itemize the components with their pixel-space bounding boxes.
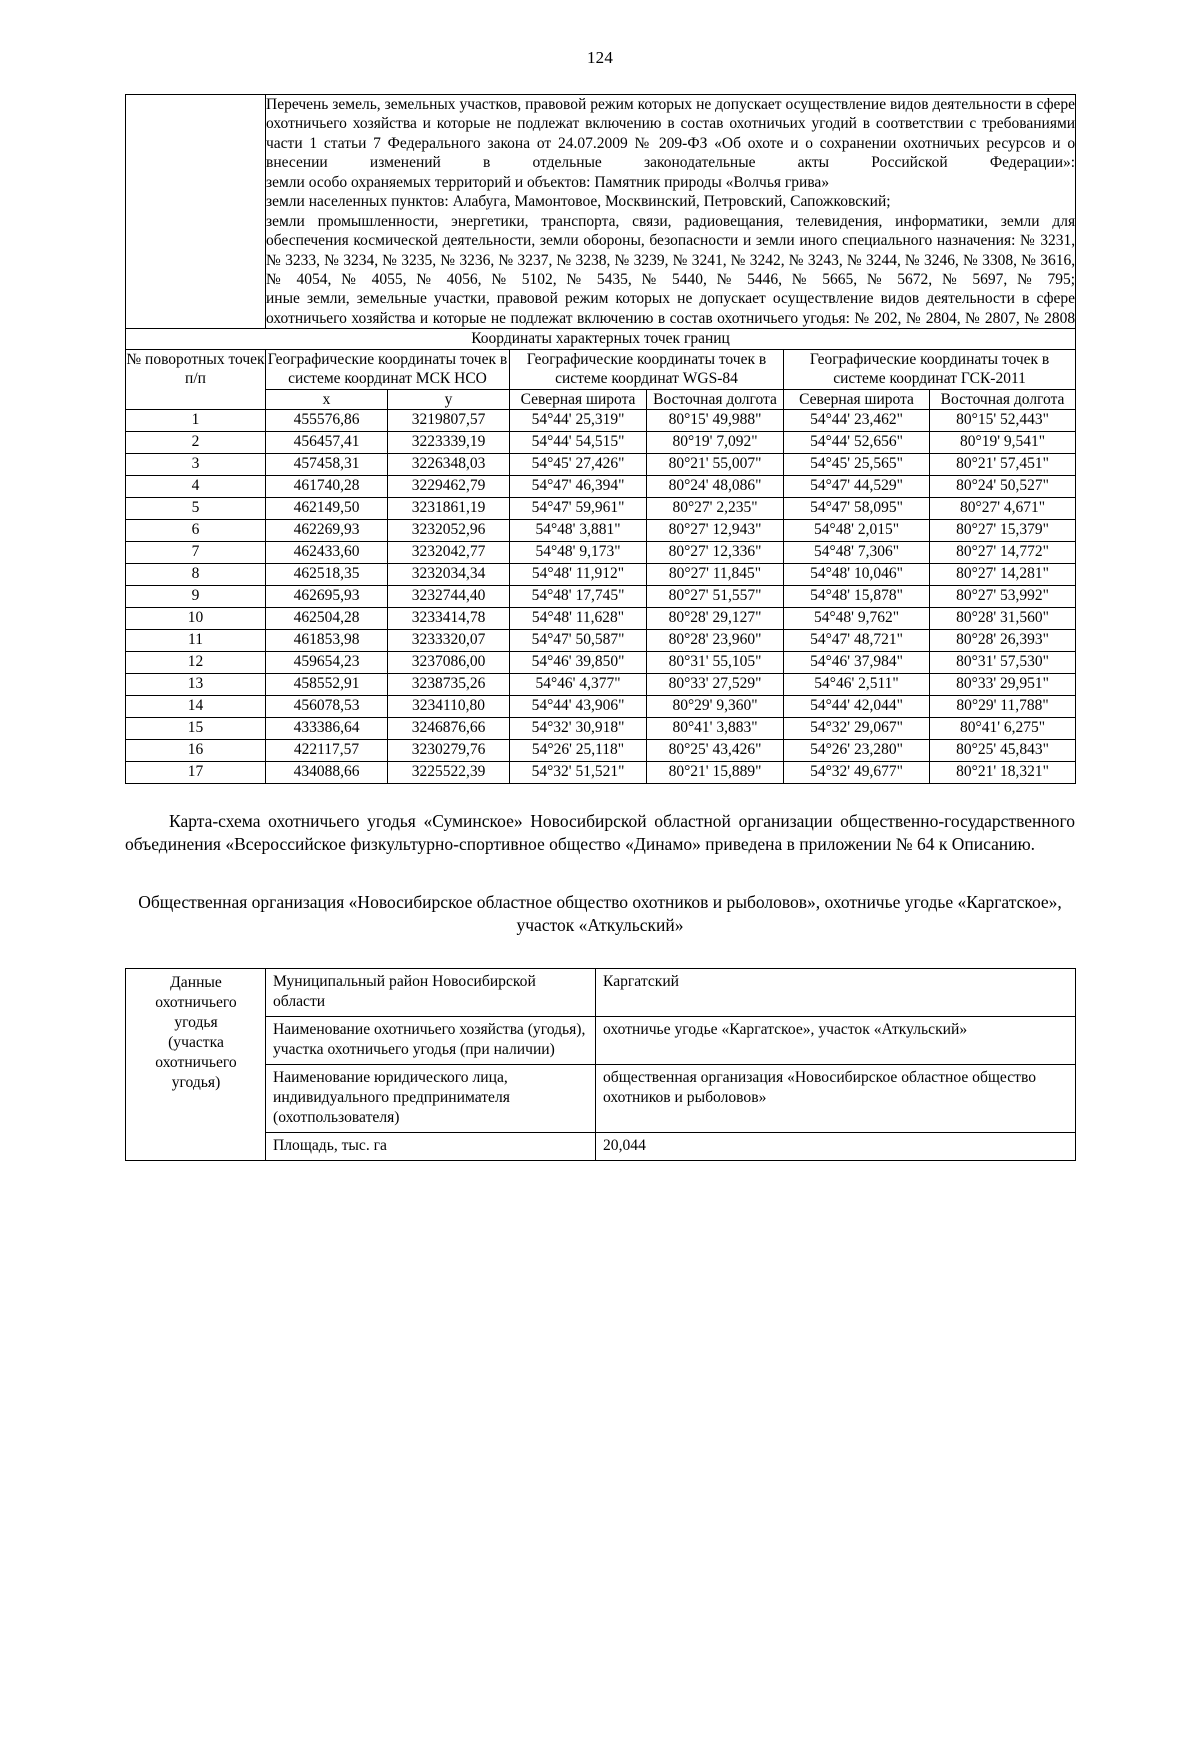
info-row-value: общественная организация «Новосибирское областное общество охотников и рыболовов»	[596, 1064, 1076, 1132]
cell-gsk-north-latitude: 54°44' 23,462"	[784, 410, 930, 432]
cell-wgs-east-longitude: 80°15' 49,988"	[647, 410, 784, 432]
cell-point-number: 13	[126, 674, 266, 696]
table-row	[126, 762, 1076, 784]
table-row	[126, 652, 1076, 674]
cell-wgs-east-longitude: 80°27' 12,336"	[647, 542, 784, 564]
cell-point-number: 12	[126, 652, 266, 674]
cell-wgs-east-longitude: 80°19' 7,092"	[647, 432, 784, 454]
info-table-body	[126, 969, 1076, 1161]
cell-wgs-north-latitude: 54°48' 11,628"	[510, 608, 647, 630]
info-table-row	[126, 1132, 1076, 1160]
coordinates-table	[125, 94, 1076, 784]
table-row	[126, 432, 1076, 454]
side-label-line: Данные	[170, 974, 222, 992]
header-gsk-east-longitude: Восточная долгота	[930, 389, 1076, 409]
header-x: x	[266, 389, 388, 409]
cell-point-number: 11	[126, 630, 266, 652]
table-row	[126, 542, 1076, 564]
cell-msk-y: 3238735,26	[388, 674, 510, 696]
cell-wgs-east-longitude: 80°27' 11,845"	[647, 564, 784, 586]
info-row-value: Каргатский	[596, 969, 1076, 1017]
restrictions-paragraph-3: земли населенных пунктов: Алабуга, Мамонтовое, Москвинский, Петровский, Сапожковский;	[266, 193, 891, 211]
header-wgs84: Географические координаты точек в системе координат WGS-84	[510, 349, 784, 389]
info-table-row	[126, 1017, 1076, 1065]
cell-wgs-north-latitude: 54°44' 25,319"	[510, 410, 647, 432]
cell-msk-x: 457458,31	[266, 454, 388, 476]
cell-msk-x: 461853,98	[266, 630, 388, 652]
table-row	[126, 476, 1076, 498]
table-row	[126, 564, 1076, 586]
cell-wgs-east-longitude: 80°27' 2,235"	[647, 498, 784, 520]
restrictions-label-cell	[126, 95, 266, 329]
table-row	[126, 586, 1076, 608]
cell-point-number: 1	[126, 410, 266, 432]
table-row	[126, 498, 1076, 520]
cell-msk-y: 3229462,79	[388, 476, 510, 498]
cell-msk-y: 3234110,80	[388, 696, 510, 718]
cell-wgs-north-latitude: 54°47' 50,587"	[510, 630, 647, 652]
page-content	[125, 94, 1075, 1161]
cell-wgs-east-longitude: 80°33' 27,529"	[647, 674, 784, 696]
cell-msk-y: 3231861,19	[388, 498, 510, 520]
header-msk-nso: Географические координаты точек в системе координат МСК НСО	[266, 349, 510, 389]
cell-gsk-east-longitude: 80°27' 53,992"	[930, 586, 1076, 608]
header-gsk2011: Географические координаты точек в системе координат ГСК-2011	[784, 349, 1076, 389]
header-wgs-north-latitude: Северная широта	[510, 389, 647, 409]
restrictions-paragraph-5: иные земли, земельные участки, правовой режим которых не допускает осуществление видов деятельности в сфере охотничьего хозяйства и которые не подлежат включению в состав охотничьего угодья: № 202, № 2804, № 2807, № 2808	[266, 290, 1076, 327]
cell-msk-x: 462504,28	[266, 608, 388, 630]
table-row	[126, 410, 1076, 432]
cell-wgs-east-longitude: 80°41' 3,883"	[647, 718, 784, 740]
coordinates-header-row-1	[126, 349, 1076, 389]
cell-gsk-north-latitude: 54°46' 2,511"	[784, 674, 930, 696]
cell-gsk-east-longitude: 80°25' 45,843"	[930, 740, 1076, 762]
cell-point-number: 17	[126, 762, 266, 784]
info-row-value: 20,044	[596, 1132, 1076, 1160]
cell-gsk-north-latitude: 54°46' 37,984"	[784, 652, 930, 674]
info-row-label: Площадь, тыс. га	[266, 1132, 596, 1160]
table-row	[126, 696, 1076, 718]
cell-point-number: 3	[126, 454, 266, 476]
map-scheme-paragraph: Карта-схема охотничьего угодья «Суминское» Новосибирской областной организации общественно-государственного объединения «Всероссийское физкультурно-спортивное общество «Динамо» приведена в приложении № 64 к Описанию.	[125, 811, 1075, 855]
cell-gsk-north-latitude: 54°47' 48,721"	[784, 630, 930, 652]
cell-gsk-east-longitude: 80°27' 14,772"	[930, 542, 1076, 564]
cell-gsk-north-latitude: 54°47' 58,095"	[784, 498, 930, 520]
cell-wgs-north-latitude: 54°46' 4,377"	[510, 674, 647, 696]
restrictions-paragraph-2: земли особо охраняемых территорий и объектов: Памятник природы «Волчья грива»	[266, 173, 830, 191]
cell-msk-y: 3233320,07	[388, 630, 510, 652]
cell-wgs-east-longitude: 80°28' 29,127"	[647, 608, 784, 630]
table-row	[126, 740, 1076, 762]
cell-point-number: 8	[126, 564, 266, 586]
side-label-line: угодья)	[171, 1073, 221, 1091]
cell-gsk-east-longitude: 80°21' 18,321"	[930, 762, 1076, 784]
cell-gsk-north-latitude: 54°48' 10,046"	[784, 564, 930, 586]
cell-gsk-north-latitude: 54°48' 9,762"	[784, 608, 930, 630]
cell-msk-y: 3232042,77	[388, 542, 510, 564]
info-row-label: Муниципальный район Новосибирской области	[266, 969, 596, 1017]
restrictions-paragraph-4: земли промышленности, энергетики, транспорта, связи, радиовещания, телевидения, информатики, земли для обеспечения космической деятельности, земли обороны, безопасности и земли иного специального назначения: № 3231, № 3233, № 3234, № 3235, № 3236, № 3237, № 3238, № 3239, № 3241, № 3242, № 3243, № 3244, № 3246, № 3308, № 3616, № 4054, № 4055, № 4056, № 5102, № 5435, № 5440, № 5446, № 5665, № 5672, № 5697, № 795;	[266, 212, 1076, 288]
cell-msk-x: 462269,93	[266, 520, 388, 542]
cell-gsk-east-longitude: 80°27' 14,281"	[930, 564, 1076, 586]
cell-wgs-north-latitude: 54°32' 30,918"	[510, 718, 647, 740]
restrictions-text-cell	[266, 95, 1076, 329]
header-gsk-north-latitude: Северная широта	[784, 389, 930, 409]
cell-gsk-east-longitude: 80°33' 29,951"	[930, 674, 1076, 696]
cell-msk-x: 434088,66	[266, 762, 388, 784]
cell-msk-x: 433386,64	[266, 718, 388, 740]
cell-wgs-north-latitude: 54°46' 39,850"	[510, 652, 647, 674]
cell-point-number: 2	[126, 432, 266, 454]
cell-msk-x: 461740,28	[266, 476, 388, 498]
cell-msk-y: 3246876,66	[388, 718, 510, 740]
cell-wgs-east-longitude: 80°24' 48,086"	[647, 476, 784, 498]
cell-wgs-east-longitude: 80°31' 55,105"	[647, 652, 784, 674]
table-row	[126, 674, 1076, 696]
cell-gsk-north-latitude: 54°48' 2,015"	[784, 520, 930, 542]
cell-msk-y: 3226348,03	[388, 454, 510, 476]
cell-gsk-east-longitude: 80°24' 50,527"	[930, 476, 1076, 498]
cell-wgs-north-latitude: 54°32' 51,521"	[510, 762, 647, 784]
cell-point-number: 6	[126, 520, 266, 542]
coordinates-rows-body	[126, 410, 1076, 784]
cell-gsk-north-latitude: 54°48' 7,306"	[784, 542, 930, 564]
cell-gsk-east-longitude: 80°27' 15,379"	[930, 520, 1076, 542]
cell-gsk-north-latitude: 54°47' 44,529"	[784, 476, 930, 498]
page-number: 124	[586, 48, 614, 67]
cell-wgs-north-latitude: 54°48' 11,912"	[510, 564, 647, 586]
cell-gsk-east-longitude: 80°29' 11,788"	[930, 696, 1076, 718]
cell-point-number: 4	[126, 476, 266, 498]
cell-msk-y: 3232744,40	[388, 586, 510, 608]
cell-wgs-east-longitude: 80°21' 15,889"	[647, 762, 784, 784]
cell-wgs-east-longitude: 80°25' 43,426"	[647, 740, 784, 762]
info-table-row	[126, 969, 1076, 1017]
side-label-line: (участка	[168, 1033, 224, 1051]
cell-wgs-north-latitude: 54°47' 46,394"	[510, 476, 647, 498]
header-y: y	[388, 389, 510, 409]
cell-wgs-north-latitude: 54°48' 9,173"	[510, 542, 647, 564]
cell-gsk-east-longitude: 80°21' 57,451"	[930, 454, 1076, 476]
cell-gsk-north-latitude: 54°44' 42,044"	[784, 696, 930, 718]
cell-wgs-east-longitude: 80°29' 9,360"	[647, 696, 784, 718]
cell-point-number: 9	[126, 586, 266, 608]
cell-wgs-north-latitude: 54°48' 3,881"	[510, 520, 647, 542]
cell-msk-y: 3223339,19	[388, 432, 510, 454]
cell-wgs-east-longitude: 80°28' 23,960"	[647, 630, 784, 652]
cell-point-number: 7	[126, 542, 266, 564]
cell-msk-x: 456078,53	[266, 696, 388, 718]
cell-gsk-east-longitude: 80°27' 4,671"	[930, 498, 1076, 520]
cell-msk-x: 459654,23	[266, 652, 388, 674]
cell-msk-y: 3225522,39	[388, 762, 510, 784]
cell-wgs-east-longitude: 80°27' 12,943"	[647, 520, 784, 542]
cell-wgs-east-longitude: 80°21' 55,007"	[647, 454, 784, 476]
info-table-row	[126, 1064, 1076, 1132]
hunting-ground-info-table	[125, 968, 1076, 1161]
info-row-label: Наименование охотничьего хозяйства (угодья), участка охотничьего угодья (при наличии)	[266, 1017, 596, 1065]
cell-wgs-north-latitude: 54°26' 25,118"	[510, 740, 647, 762]
cell-gsk-east-longitude: 80°31' 57,530"	[930, 652, 1076, 674]
cell-wgs-north-latitude: 54°44' 43,906"	[510, 696, 647, 718]
cell-wgs-east-longitude: 80°27' 51,557"	[647, 586, 784, 608]
cell-point-number: 5	[126, 498, 266, 520]
cell-point-number: 16	[126, 740, 266, 762]
table-row	[126, 630, 1076, 652]
table-row	[126, 608, 1076, 630]
cell-gsk-east-longitude: 80°19' 9,541"	[930, 432, 1076, 454]
side-label-line: охотничьего	[155, 1053, 237, 1071]
cell-wgs-north-latitude: 54°45' 27,426"	[510, 454, 647, 476]
cell-msk-x: 462695,93	[266, 586, 388, 608]
cell-msk-x: 462433,60	[266, 542, 388, 564]
cell-msk-y: 3232052,96	[388, 520, 510, 542]
coordinates-header-row-2	[126, 389, 1076, 409]
cell-msk-x: 462149,50	[266, 498, 388, 520]
cell-wgs-north-latitude: 54°47' 59,961"	[510, 498, 647, 520]
cell-msk-x: 455576,86	[266, 410, 388, 432]
cell-gsk-north-latitude: 54°32' 29,067"	[784, 718, 930, 740]
cell-gsk-east-longitude: 80°15' 52,443"	[930, 410, 1076, 432]
side-label-line: охотничьего	[155, 994, 237, 1012]
cell-gsk-north-latitude: 54°48' 15,878"	[784, 586, 930, 608]
document-page	[0, 48, 1200, 1745]
info-table-side-label	[126, 969, 266, 1161]
header-point-number: № поворотных точек п/п	[126, 349, 266, 409]
cell-point-number: 10	[126, 608, 266, 630]
cell-point-number: 15	[126, 718, 266, 740]
cell-gsk-north-latitude: 54°32' 49,677"	[784, 762, 930, 784]
side-label-line: угодья	[174, 1014, 218, 1032]
info-row-value: охотничье угодье «Каргатское», участок «Аткульский»	[596, 1017, 1076, 1065]
cell-wgs-north-latitude: 54°44' 54,515"	[510, 432, 647, 454]
restrictions-paragraph-1: Перечень земель, земельных участков, правовой режим которых не допускает осуществление видов деятельности в сфере охотничьего хозяйства и которые не подлежат включению в состав охотничьих угодий в соответствии с требованиями части 1 статьи 7 Федерального закона от 24.07.2009 № 209-ФЗ «Об охоте и о сохранении охотничьих ресурсов и о внесении изменений в отдельные законодательные акты Российской Федерации»:	[266, 96, 1076, 172]
cell-msk-y: 3237086,00	[388, 652, 510, 674]
table-row	[126, 718, 1076, 740]
cell-gsk-east-longitude: 80°28' 31,560"	[930, 608, 1076, 630]
table-row	[126, 454, 1076, 476]
cell-point-number: 14	[126, 696, 266, 718]
cell-msk-x: 422117,57	[266, 740, 388, 762]
cell-gsk-east-longitude: 80°41' 6,275"	[930, 718, 1076, 740]
restrictions-row	[126, 95, 1076, 329]
cell-msk-x: 462518,35	[266, 564, 388, 586]
coordinates-title: Координаты характерных точек границ	[126, 329, 1076, 349]
cell-msk-x: 458552,91	[266, 674, 388, 696]
cell-gsk-north-latitude: 54°45' 25,565"	[784, 454, 930, 476]
cell-msk-y: 3232034,34	[388, 564, 510, 586]
coordinates-title-row	[126, 329, 1076, 349]
cell-msk-y: 3230279,76	[388, 740, 510, 762]
cell-msk-x: 456457,41	[266, 432, 388, 454]
cell-msk-y: 3233414,78	[388, 608, 510, 630]
section-heading: Общественная организация «Новосибирское областное общество охотников и рыболовов», охотничье угодье «Каргатское», участок «Аткульский»	[138, 891, 1062, 936]
info-row-label: Наименование юридического лица, индивидуального предпринимателя (охотпользователя)	[266, 1064, 596, 1132]
cell-gsk-north-latitude: 54°26' 23,280"	[784, 740, 930, 762]
header-wgs-east-longitude: Восточная долгота	[647, 389, 784, 409]
table-row	[126, 520, 1076, 542]
cell-msk-y: 3219807,57	[388, 410, 510, 432]
cell-wgs-north-latitude: 54°48' 17,745"	[510, 586, 647, 608]
cell-gsk-north-latitude: 54°44' 52,656"	[784, 432, 930, 454]
cell-gsk-east-longitude: 80°28' 26,393"	[930, 630, 1076, 652]
